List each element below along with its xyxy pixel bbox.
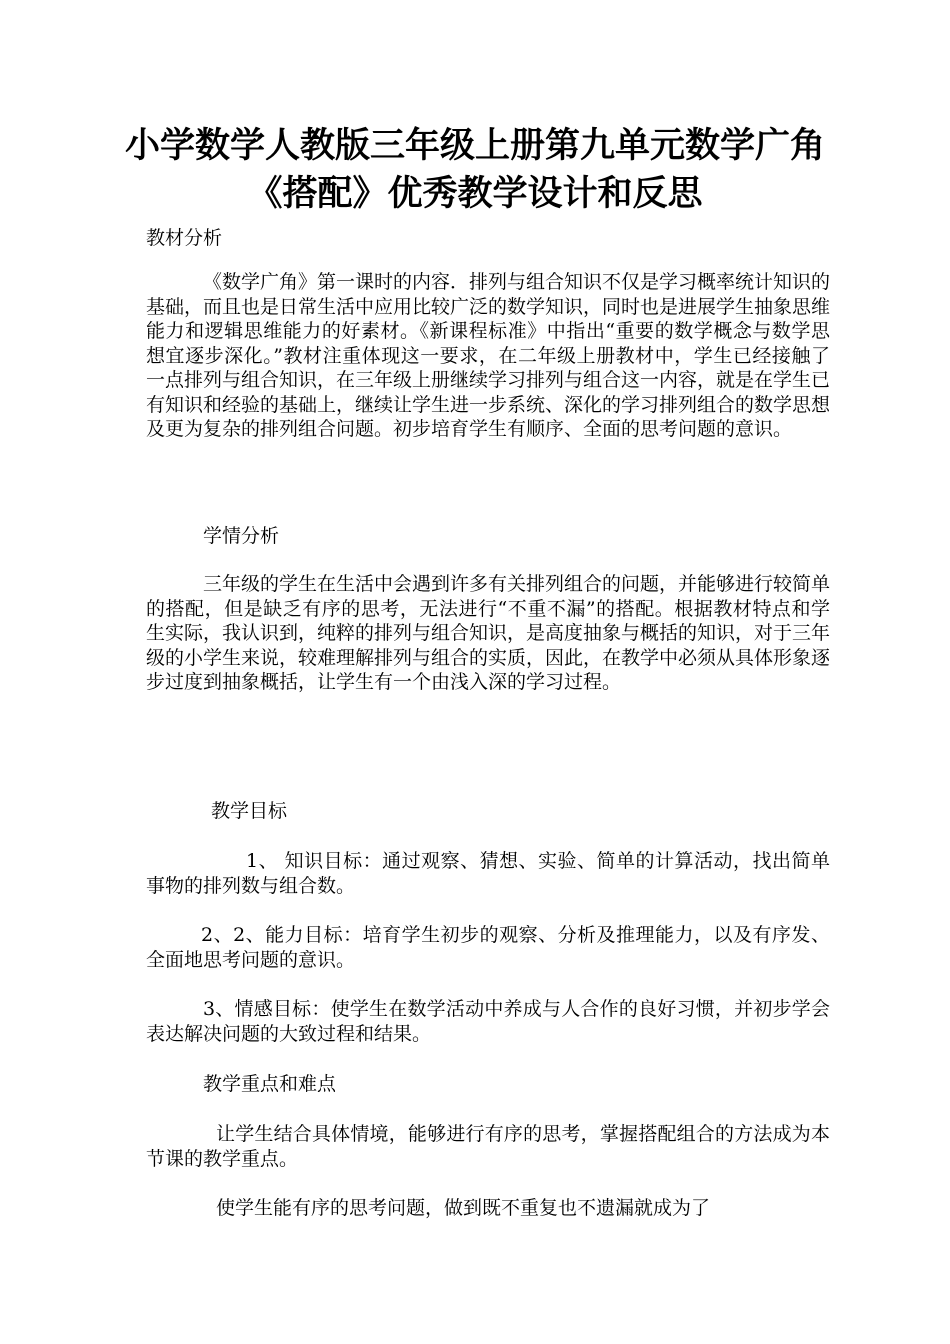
section-heading-textbook-analysis: 教材分析 xyxy=(146,227,223,249)
goal-ability: 2、2、能力目标：培育学生初步的观察、分析及推理能力，以及有序发、全面地思考问题的意识。 xyxy=(146,924,830,971)
document-title: 小学数学人教版三年级上册第九单元数学广角《搭配》优秀教学设计和反思 xyxy=(124,126,825,214)
section-heading-focus-difficulty: 教学重点和难点 xyxy=(203,1073,337,1095)
section-heading-learner-analysis: 学情分析 xyxy=(203,525,280,547)
paragraph-teaching-difficulty: 使学生能有序的思考问题，做到既不重复也不遗漏就成为了 xyxy=(216,1197,711,1219)
goal-emotion: 3、情感目标：使学生在数学活动中养成与人合作的良好习惯，并初步学会表达解决问题的大致过程和结果。 xyxy=(146,998,830,1045)
goal-knowledge: 1、 知识目标：通过观察、猜想、实验、简单的计算活动，找出简单事物的排列数与组合数。 xyxy=(146,850,830,897)
paragraph-textbook-analysis: 《数学广角》第一课时的内容．排列与组合知识不仅是学习概率统计知识的基础，而且也是日常生活中应用比较广泛的数学知识，同时也是进展学生抽象思维能力和逻辑思维能力的好素材。《新课程标准》中指出“重要的数学概念与数学思想宜逐步深化。”教材注重体现这一要求，在二年级上册教材中，学生已经接触了一点排列与组合知识，在三年级上册继续学习排列与组合这一内容，就是在学生已有知识和经验的基础上，继续让学生进一步系统、深化的学习排列组合的数学思想及更为复杂的排列组合问题。初步培育学生有顺序、全面的思考问题的意识。 xyxy=(146,271,831,440)
section-heading-teaching-goals: 教学目标 xyxy=(211,800,288,822)
paragraph-learner-analysis: 三年级的学生在生活中会遇到许多有关排列组合的问题，并能够进行较简单的搭配，但是缺乏有序的思考，无法进行“不重不漏”的搭配。根据教材特点和学生实际，我认识到，纯粹的排列与组合知识，是高度抽象与概括的知识，对于三年级的小学生来说，较难理解排列与组合的实质，因此，在教学中必须从具体形象逐步过度到抽象概括，让学生有一个由浅入深的学习过程。 xyxy=(146,573,831,693)
paragraph-teaching-focus: 让学生结合具体情境，能够进行有序的思考，掌握搭配组合的方法成为本节课的教学重点。 xyxy=(146,1123,830,1170)
